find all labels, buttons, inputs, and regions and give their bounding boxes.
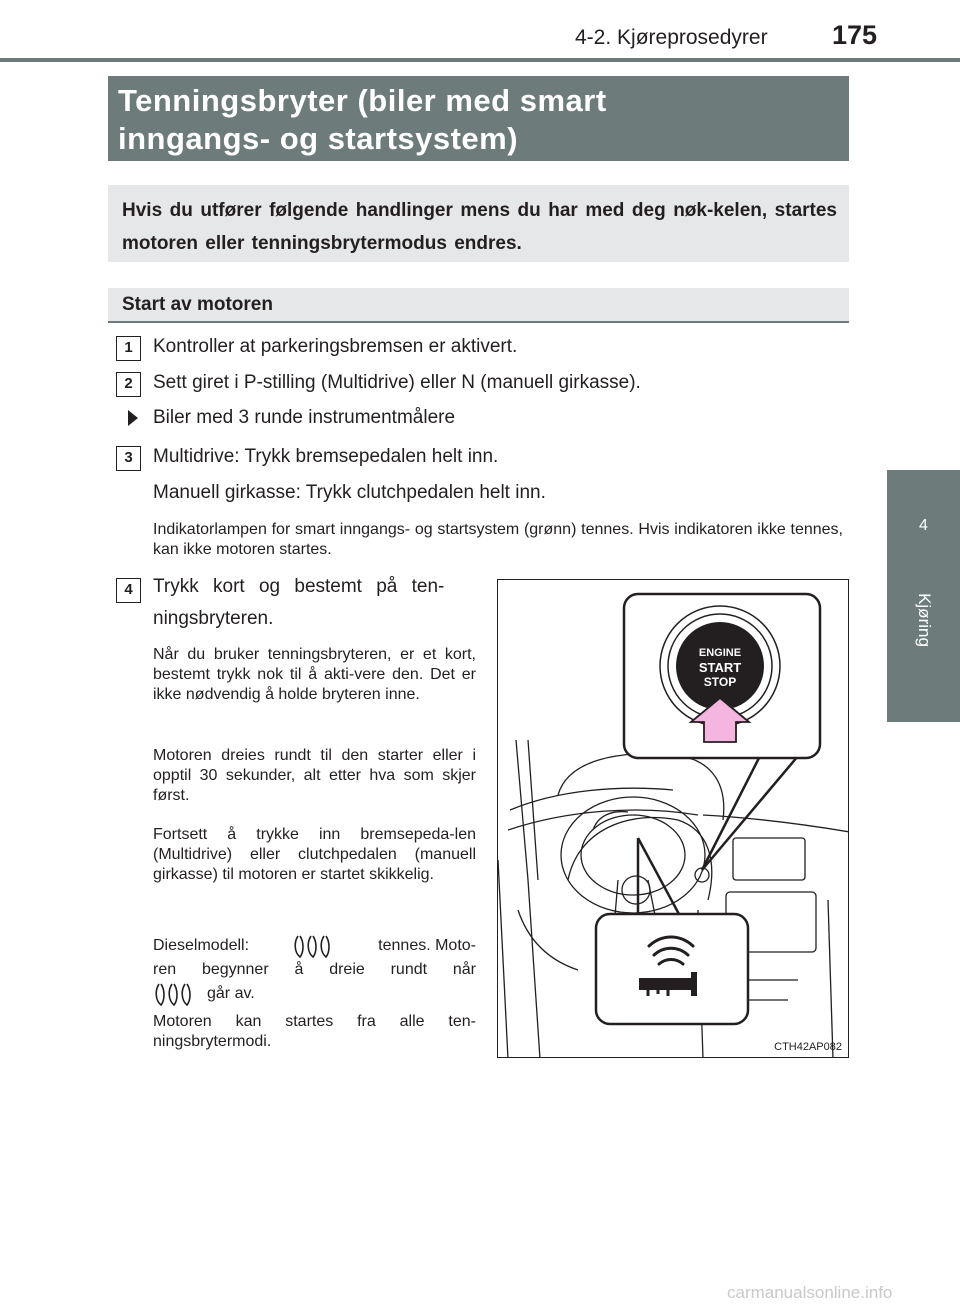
step-3-note: Indikatorlampen for smart inngangs- og startsystem (grønn) tennes. Hvis indikatoren ikke tennes, kan ikke motoren startes. bbox=[153, 521, 843, 558]
button-label-start: START bbox=[698, 660, 742, 675]
step-3-text: Multidrive: Trykk bremsepedalen helt inn. bbox=[153, 446, 499, 467]
step-4-note-4 bbox=[153, 932, 476, 1008]
step-3-manual-text: Manuell girkasse: Trykk clutchpedalen helt inn. bbox=[153, 482, 546, 503]
intro-box bbox=[108, 185, 849, 262]
title-line-2: inngangs- og startsystem) bbox=[118, 121, 519, 156]
page-title bbox=[108, 76, 849, 161]
step-1-text: Kontroller at parkeringsbremsen er aktivert. bbox=[153, 336, 518, 357]
diesel-text-c: ren begynner å dreie rundt når bbox=[153, 961, 476, 978]
chapter-number: 4 bbox=[919, 517, 928, 534]
intro-text: Hvis du utfører følgende handlinger mens du har med deg nøk-kelen, startes motoren eller tenningsbrytermodus endres. bbox=[122, 200, 837, 254]
step-4-text-line-1: Trykk kort og bestemt på ten- bbox=[153, 576, 445, 597]
chapter-label bbox=[900, 560, 948, 680]
watermark: carmanualsonline.info bbox=[727, 1283, 893, 1302]
page-number: 175 bbox=[832, 20, 878, 50]
header-rule bbox=[0, 58, 960, 62]
step-2-text: Sett giret i P-stilling (Multidrive) eller N (manuell girkasse). bbox=[153, 372, 641, 393]
step-4-note-1: Når du bruker tenningsbryteren, er et kort, bestemt trykk nok til å akti-vere den. Det er ikke nødvendig å holde bryteren inne. bbox=[153, 646, 476, 703]
section-title: 4-2. Kjøreprosedyrer bbox=[575, 26, 768, 49]
triangle-bullet-icon bbox=[128, 410, 138, 426]
glow-plug-indicator-icon-2 bbox=[153, 980, 197, 1008]
chapter-label-text: Kjøring bbox=[915, 593, 934, 647]
step-number-4: 4 bbox=[116, 578, 141, 603]
dashboard-illustration bbox=[498, 580, 849, 1058]
step-number-2: 2 bbox=[116, 372, 141, 397]
step-4-note-3: Fortsett å trykke inn bremsepeda-len (Multidrive) eller clutchpedalen (manuell girkasse) til motoren er startet skikkelig. bbox=[153, 826, 476, 883]
bullet-text: Biler med 3 runde instrumentmålere bbox=[153, 407, 456, 428]
button-label-stop: STOP bbox=[703, 675, 737, 689]
step-4-text-line-2: ningsbryteren. bbox=[153, 608, 274, 629]
glow-plug-indicator-icon bbox=[292, 932, 336, 960]
button-label-engine: ENGINE bbox=[698, 647, 742, 659]
title-line-1: Tenningsbryter (biler med smart bbox=[118, 83, 607, 118]
subheading: Start av motoren bbox=[108, 288, 849, 323]
step-number-3: 3 bbox=[116, 446, 141, 471]
engine-start-figure bbox=[497, 579, 849, 1058]
diesel-text-b: tennes. Moto- bbox=[378, 937, 476, 954]
diesel-label: Dieselmodell: bbox=[153, 937, 250, 954]
step-4-note-5: Motoren kan startes fra alle ten-ningsbrytermodi. bbox=[153, 1013, 476, 1050]
step-number-1: 1 bbox=[116, 336, 141, 361]
figure-code: CTH42AP082 bbox=[774, 1041, 842, 1053]
step-4-note-2: Motoren dreies rundt til den starter eller i opptil 30 sekunder, alt etter hva som skjer først. bbox=[153, 747, 476, 804]
diesel-text-d: går av. bbox=[207, 985, 255, 1002]
